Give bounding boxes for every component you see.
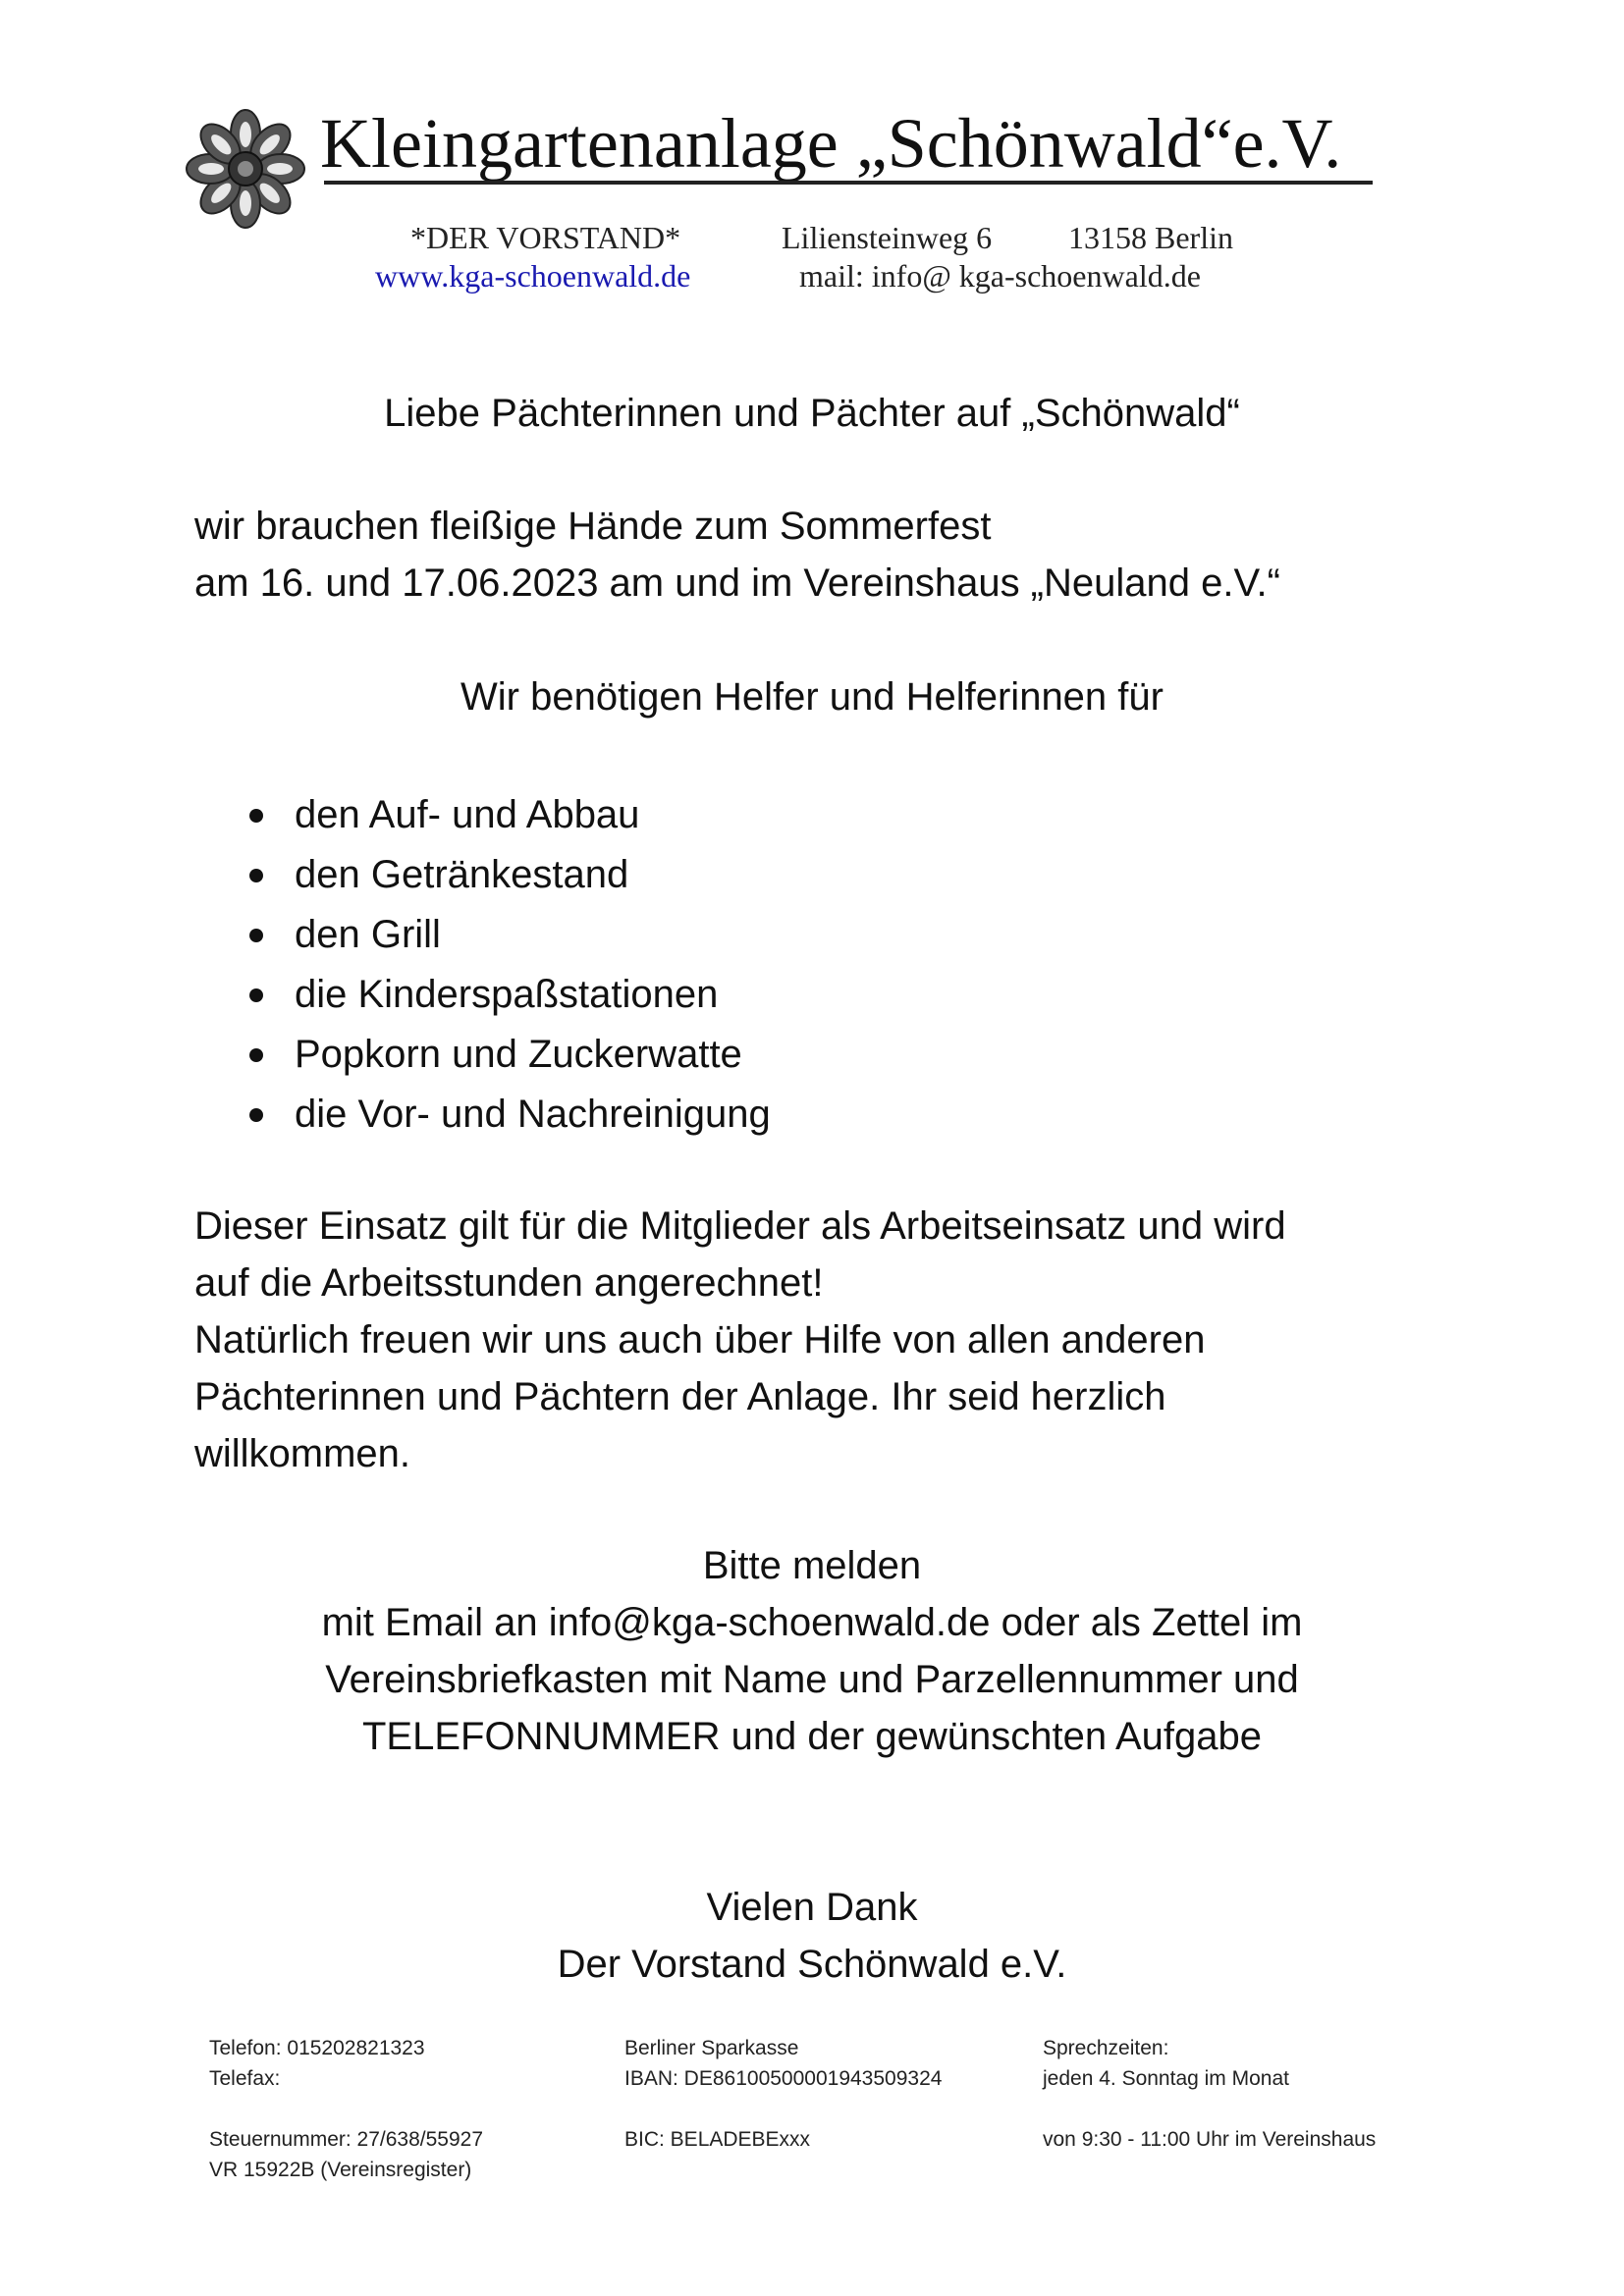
intro-line: am 16. und 17.06.2023 am und im Vereinshaus „Neuland e.V.“ <box>194 561 1280 605</box>
paragraph-line: willkommen. <box>194 1432 411 1475</box>
list-item <box>245 905 771 965</box>
list-item <box>245 965 771 1025</box>
task-label: den Getränkestand <box>295 853 629 896</box>
task-label: die Vor- und Nachreinigung <box>295 1093 771 1136</box>
bullet-icon <box>249 1048 263 1062</box>
bullet-icon <box>249 988 263 1002</box>
task-label: den Auf- und Abbau <box>295 793 640 836</box>
paragraph-line: Natürlich freuen wir uns auch über Hilfe von allen anderen <box>194 1318 1206 1362</box>
footer-hours-day: jeden 4. Sonntag im Monat <box>1043 2067 1289 2090</box>
header-rule <box>324 181 1373 185</box>
flower-icon <box>185 108 306 230</box>
list-item <box>245 785 771 845</box>
footer-iban: IBAN: DE86100500001943509324 <box>624 2067 943 2090</box>
footer-hours-label: Sprechzeiten: <box>1043 2037 1169 2059</box>
footer-tax-number: Steuernummer: 27/638/55927 <box>209 2128 484 2151</box>
paragraph-line: auf die Arbeitsstunden angerechnet! <box>194 1261 824 1305</box>
paragraph-line: Pächterinnen und Pächtern der Anlage. Ihr seid herzlich <box>194 1375 1166 1418</box>
task-label: Popkorn und Zuckerwatte <box>295 1033 742 1076</box>
organization-name: Kleingartenanlage „Schönwald“e.V. <box>320 104 1342 183</box>
bullet-icon <box>249 869 263 882</box>
footer-phone: Telefon: 015202821323 <box>209 2037 425 2059</box>
board-label: *DER VORSTAND* <box>410 220 681 255</box>
task-label: die Kinderspaßstationen <box>295 973 719 1016</box>
signup-line: Vereinsbriefkasten mit Name und Parzellennummer und <box>325 1658 1299 1701</box>
list-item <box>245 1025 771 1085</box>
signup-line: mit Email an info@kga-schoenwald.de oder als Zettel im <box>321 1601 1303 1644</box>
task-list <box>245 785 771 1145</box>
paragraph-line: Dieser Einsatz gilt für die Mitglieder als Arbeitseinsatz und wird <box>194 1204 1286 1248</box>
website-link[interactable]: www.kga-schoenwald.de <box>375 258 691 294</box>
bullet-icon <box>249 929 263 942</box>
footer-hours-time: von 9:30 - 11:00 Uhr im Vereinshaus <box>1043 2128 1377 2151</box>
bullet-icon <box>249 1108 263 1122</box>
signup-line: Bitte melden <box>702 1544 922 1587</box>
intro-line: wir brauchen fleißige Hände zum Sommerfest <box>194 505 992 548</box>
footer-fax: Telefax: <box>209 2067 281 2090</box>
bullet-icon <box>249 809 263 823</box>
list-item <box>245 845 771 905</box>
thanks: Vielen Dank <box>706 1886 918 1929</box>
footer-register: VR 15922B (Vereinsregister) <box>209 2159 472 2181</box>
street-address: Liliensteinweg 6 <box>782 220 993 255</box>
greeting: Liebe Pächterinnen und Pächter auf „Schönwald“ <box>384 392 1240 435</box>
contact-email: mail: info@ kga-schoenwald.de <box>799 258 1201 294</box>
list-item <box>245 1085 771 1145</box>
helpers-heading: Wir benötigen Helfer und Helferinnen für <box>460 675 1164 719</box>
signup-line: TELEFONNUMMER und der gewünschten Aufgabe <box>362 1715 1262 1758</box>
footer-bank: Berliner Sparkasse <box>624 2037 799 2059</box>
task-label: den Grill <box>295 913 441 956</box>
signature: Der Vorstand Schönwald e.V. <box>557 1943 1067 1986</box>
footer-bic: BIC: BELADEBExxx <box>624 2128 811 2151</box>
city-address: 13158 Berlin <box>1068 220 1233 255</box>
